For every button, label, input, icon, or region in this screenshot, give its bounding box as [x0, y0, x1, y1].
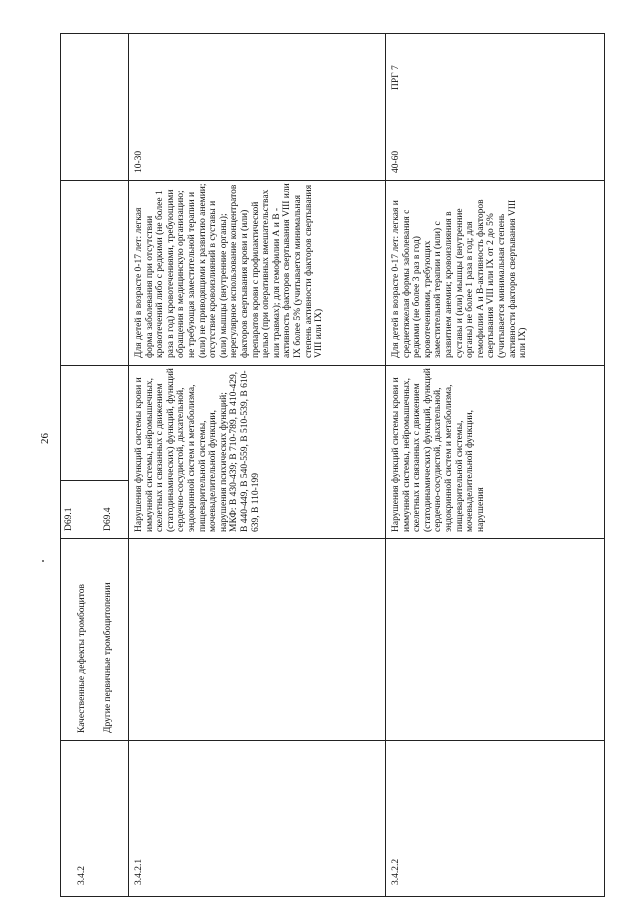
row-percent: 40-60 [391, 150, 401, 173]
column-divider [60, 740, 604, 741]
row-disorders: Нарушения функций системы крови и иммунной системы, нейромышечных, скелетных и связанных с движением (статодинамических) функций, функций сердечно-сосудистой, дыхательной, эндокринной систем и метаболизма, пищеварительной системы, мочевыделительной функции, нарушения психических функций; МКФ: В 430-439; В 710-789, В 410-429, В 440-449, В 540-559, В 510-539, В 610-639, В 110-199 [134, 368, 261, 532]
row-code: 3.4.2.2 [391, 858, 401, 885]
icd-code-primary: D69.1 [64, 507, 74, 531]
row-criteria: Для детей в возрасте 0-17 лет: легкая и среднетяжелая формы заболевания с редкими (не более 3 раз в год) кровотечениями, требующих заместительной терапии и (или) с развитием анемии; кровоизлияния в суставы и (или) мышцы (внутренние органы) не более 1 раза в год; для гемофилии А и В-активность факторов свертывания VIII или IX от 2 до 5% (учитывается минимальная степень активности факторов свертывания VIII или IX) [391, 199, 529, 358]
page-number: 26 [39, 433, 51, 444]
row-disorders: Нарушения функций системы крови и иммунной системы, нейромышечных, скелетных и связанных с движением (статодинамических) функций, функций сердечно-сосудистой, дыхательной, эндокринной систем и метаболизма, пищеварительной системы, мочевыделительной функции, нарушения [391, 368, 486, 532]
column-divider [60, 365, 604, 366]
column-divider [60, 180, 604, 181]
row-code: 3.4.2.1 [134, 858, 144, 885]
row-note: ПРГ 7 [391, 65, 401, 90]
table-border-bottom [60, 896, 604, 897]
row-percent: 10-30 [134, 150, 144, 173]
section-subtitle: Другие первичные тромбоцитопении [103, 582, 113, 733]
section-code: 3.4.2 [77, 866, 87, 885]
icd-code-secondary: D69.4 [103, 507, 113, 531]
scan-speck [42, 560, 44, 562]
row-criteria: Для детей в возрасте 0-17 лет: легкая форма заболевания при отсутствии кровотечений либо с редкими (не более 1 раза в год) кровотечениями, требующими обращения в медицинскую организацию; не требующая заместительной терапии и (или) не приводящими к развитию анемии; отсутствие кровоизлияний в суставы и (или) мышцы (внутренние органы); нерегулярное использование концентратов факторов свертывания крови и (или) препаратов крови с профилактической целью (при оперативных вмешательствах или травмах); для гемофилии А и В - активность факторов свертывания VIII или IX более 5% (учитывается минимальная степень активности факторов свертывания VIII или IX) [134, 183, 325, 358]
table-border-left [60, 33, 61, 897]
section-title: Качественные дефекты тромбоцитов [77, 584, 87, 733]
row-divider [385, 33, 386, 897]
column-divider [60, 538, 604, 539]
table-border-right [604, 33, 605, 897]
row-divider [128, 33, 129, 897]
